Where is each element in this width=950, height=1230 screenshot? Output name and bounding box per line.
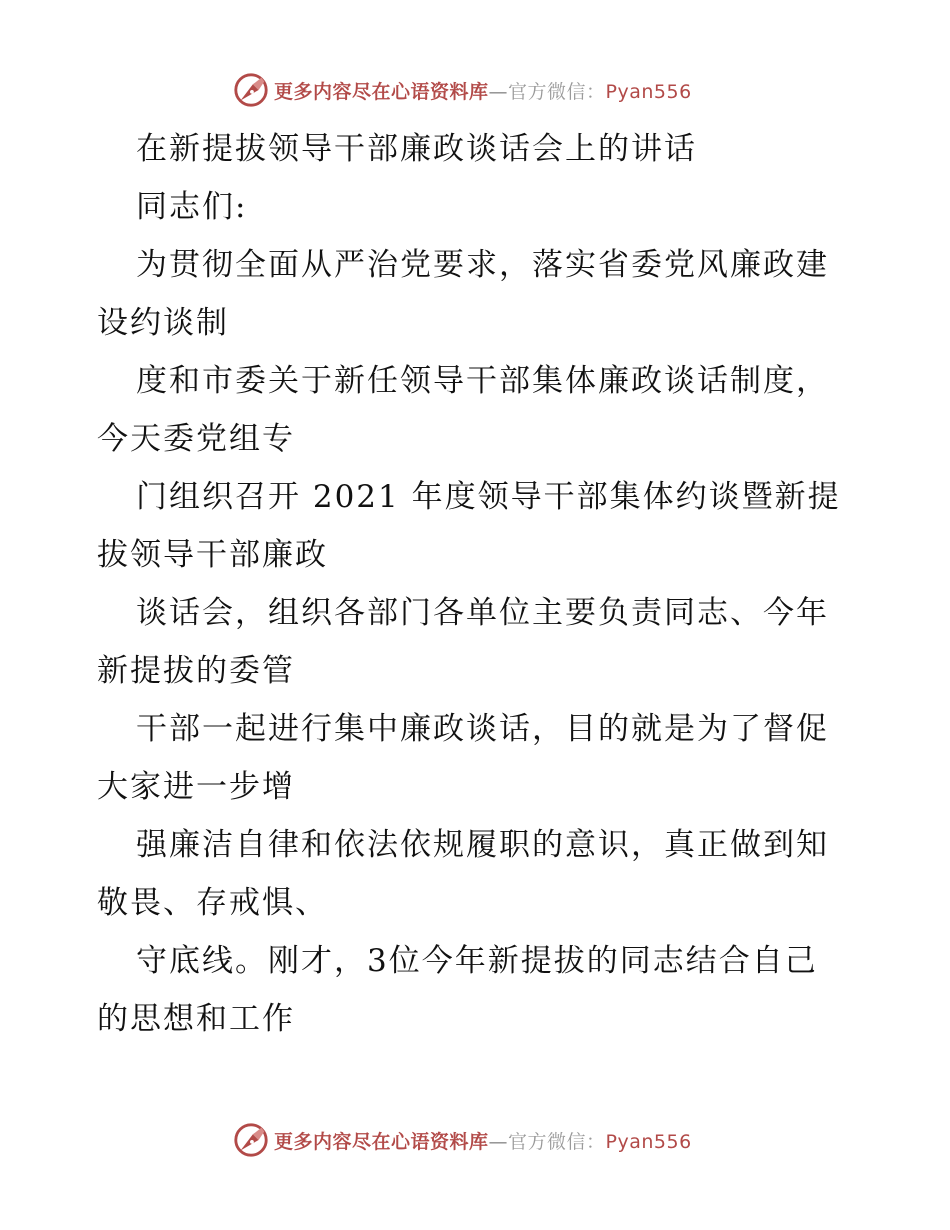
text-line: 同志们:: [136, 189, 248, 225]
watermark-brand: 更多内容尽在心语资料库: [274, 1130, 489, 1153]
text-line: 为贯彻全面从严治党要求，落实省委党风廉政建: [136, 247, 829, 283]
text-line: 大家进一步增: [97, 769, 295, 805]
text-line: 今天委党组专: [97, 421, 295, 457]
text-line: 拔领导干部廉政: [97, 537, 328, 573]
watermark-wechat-id: Pyan556: [605, 80, 692, 103]
text-line: 守底线。刚才，3位今年新提拔的同志结合自己: [136, 943, 818, 979]
watermark-brand: 更多内容尽在心语资料库: [274, 80, 489, 103]
text-line: 度和市委关于新任领导干部集体廉政谈话制度，: [136, 363, 829, 399]
text-line: 强廉洁自律和依法依规履职的意识，真正做到知: [136, 827, 829, 863]
text-line: 在新提拔领导干部廉政谈话会上的讲话: [136, 131, 697, 167]
text-line: 门组织召开 2021 年度领导干部集体约谈暨新提: [136, 479, 841, 515]
watermark-text: [274, 1127, 692, 1154]
text-line: 的思想和工作: [97, 1001, 295, 1037]
text-line: 谈话会，组织各部门各单位主要负责同志、今年: [136, 595, 829, 631]
watermark-wechat-label: 官方微信：: [508, 1130, 606, 1153]
watermark-wechat-id: Pyan556: [605, 1130, 692, 1153]
watermark-wechat-label: 官方微信：: [508, 80, 606, 103]
text-line: 干部一起进行集中廉政谈话，目的就是为了督促: [136, 711, 829, 747]
watermark-dash: —: [488, 80, 509, 103]
text-line: 新提拔的委管: [97, 653, 295, 689]
watermark-header: [232, 70, 752, 110]
watermark-dash: —: [488, 1130, 509, 1153]
document-body: [97, 120, 857, 1048]
watermark-footer: [232, 1120, 752, 1160]
pen-nib-logo-icon: [232, 71, 270, 109]
pen-nib-logo-icon: [232, 1121, 270, 1159]
text-line: 设约谈制: [97, 305, 229, 341]
text-line: 敬畏、存戒惧、: [97, 885, 328, 921]
watermark-text: [274, 77, 692, 104]
